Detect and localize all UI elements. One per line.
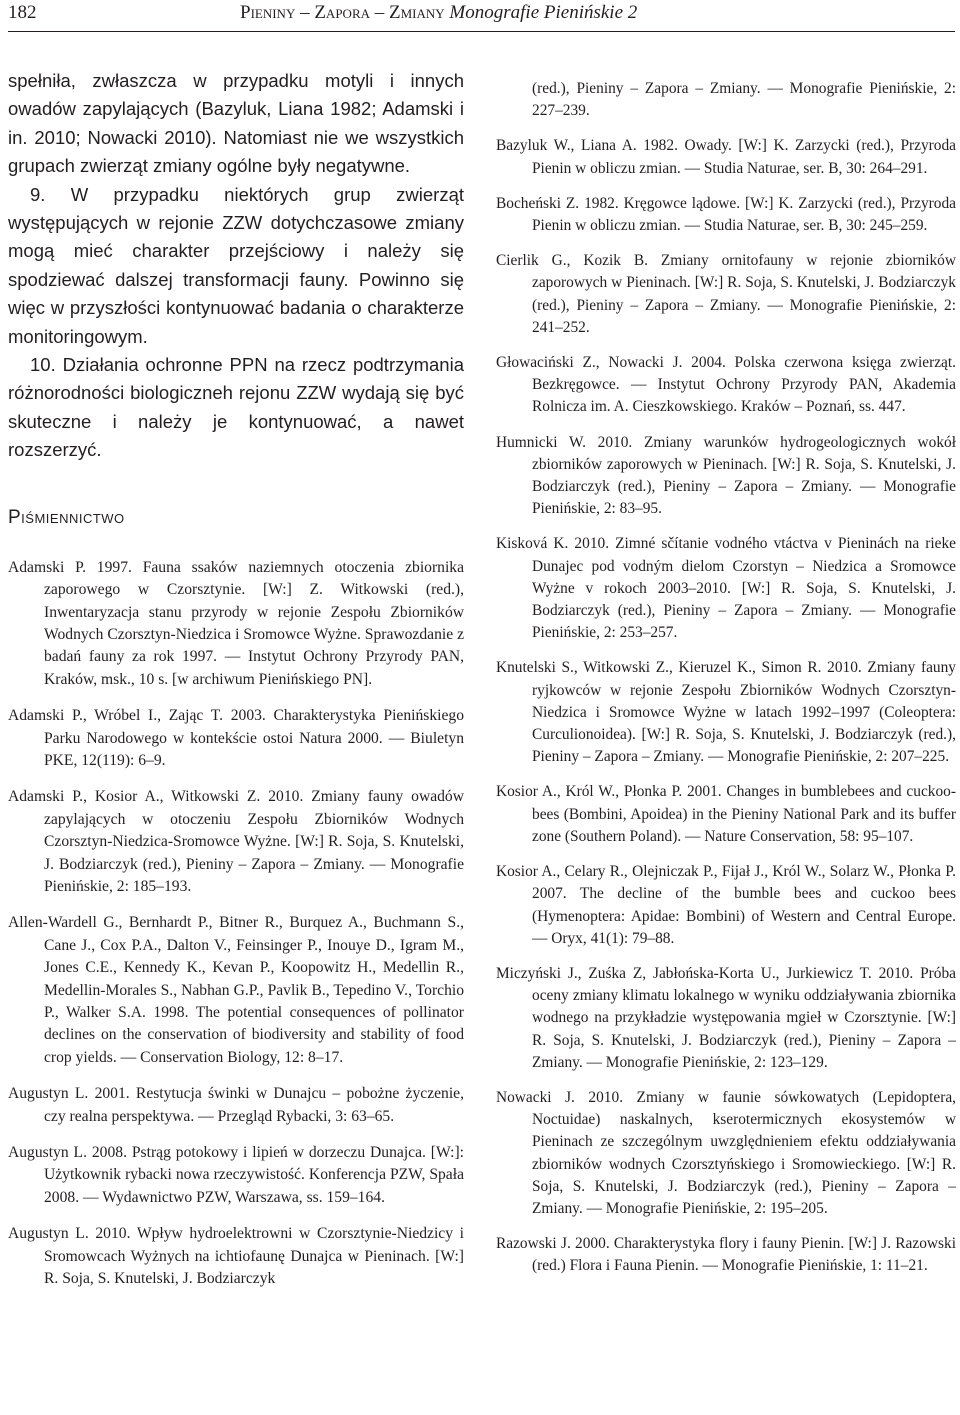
- reference-item: Kisková K. 2010. Zimné sčítanie vodného vtáctva v Pieninách na rieke Dunajec pod vodným dielom Czorstyn – Niedzica a Sromowce Wyżne v rokoch 2003–2010. [W:] R. Soja, S. Knutelski, J. Bodziarczyk (red.), Pieniny – Zapora – Zmiany. — Monografie Pienińskie, 2: 253–257.: [496, 535, 956, 642]
- reference-item: Augustyn L. 2001. Restytucja świnki w Dunajcu – pobożne życzenie, czy realna perspektywa. — Przegląd Rybacki, 3: 63–65.: [8, 1085, 464, 1125]
- reference-item: Augustyn L. 2010. Wpływ hydroelektrowni w Czorsztynie-Niedzicy i Sromowcach Wyżnych na ichtiofaunę Dunajca w Pieninach. [W:] R. Soja, S. Knutelski, J. Bodziarczyk: [8, 1225, 464, 1288]
- header-rule: [8, 31, 955, 32]
- reference-item: Nowacki J. 2010. Zmiany w faunie sówkowatych (Lepidoptera, Noctuidae) naskalnych, kserotermicznych ekosystemów w Pieninach ze szczególnym uwzględnieniem efektu oddziaływania zbiorników wodnych Czorsztyńskiego i Sromowieckiego. [W:] R. Soja, S. Knutelski, J. Bodziarczyk (red.), Pieniny – Zapora – Zmiany. — Monografie Pienińskie, 2: 195–205.: [496, 1088, 956, 1217]
- reference-item: Miczyński J., Zuśka Z, Jabłońska-Korta U., Jurkiewicz T. 2010. Próba oceny zmiany klimatu lokalnego w wyniku oddziaływania zbiornika wodnego na przykładzie występowania mgieł w Czorsztynie. [W:] R. Soja, S. Knutelski, J. Bodziarczyk (red.), Pieniny – Zapora – Zmiany. — Monografie Pienińskie, 2: 123–129.: [496, 964, 956, 1071]
- reference-item: Kosior A., Celary R., Olejniczak P., Fijał J., Król W., Solarz W., Płonka P. 2007. The decline of the bumble bees and cuckoo bees (Hymenoptera: Apidae: Bombini) of Western and Central Europe. — Oryx, 41(1): 79–88.: [496, 863, 956, 947]
- reference-item: Humnicki W. 2010. Zmiany warunków hydrogeologicznych wokół zbiorników zaporowych w Pieninach. [W:] R. Soja, S. Knutelski, J. Bodziarczyk (red.), Pieniny – Zapora – Zmiany. — Monografie Pienińskie, 2: 83–95.: [496, 433, 956, 518]
- reference-item: Cierlik G., Kozik B. Zmiany ornitofauny w rejonie zbiorników zaporowych w Pieninach. [W:] R. Soja, S. Knutelski, J. Bodziarczyk (red.), Pieniny – Zapora – Zmiany. — Monografie Pienińskie, 2: 241–252.: [496, 252, 956, 336]
- left-column: [8, 67, 464, 1304]
- reference-item: Knutelski S., Witkowski Z., Kieruzel K., Simon R. 2010. Zmiany fauny ryjkowców w rejonie Zespołu Zbiorników Wodnych Czorsztyn-Niedzica i Sromowce Wyżne w latach 1992–1997 (Coleoptera: Curculionoidea). [W:] R. Soja, S. Knutelski, J. Bodziarczyk (red.), Pieniny – Zapora – Zmiany. — Monografie Pienińskie, 2: 207–225.: [496, 659, 956, 766]
- page-number: 182: [8, 2, 37, 23]
- reference-item: Razowski J. 2000. Charakterystyka flory i fauny Pienin. [W:] J. Razowski (red.) Flora i Fauna Pienin. — Monografie Pienińskie, 1: 11–21.: [496, 1235, 956, 1275]
- reference-item: Allen-Wardell G., Bernhardt P., Bitner R., Burquez A., Buchmann S., Cane J., Cox P.A., Dalton V., Feinsinger P., Inouye D., Igram M., Jones C.E., Kennedy K., Kevan P., Koopowitz H., Medellin R., Medellin-Morales S., Nabhan G.P., Pavlik B., Tepedino V., Torchio P., Walker S.A. 1998. The potential consequences of pollinator declines on the conservation of biodiversity and stability of food crop yields. — Conservation Biology, 12: 8–17.: [8, 914, 464, 1066]
- right-column: [496, 78, 956, 1291]
- references-list-left: [8, 557, 464, 1291]
- reference-item: Głowaciński Z., Nowacki J. 2004. Polska czerwona księga zwierząt. Bezkręgowce. — Instytut Ochrony Przyrody PAN, Akademia Rolnicza im. A. Cieszkowskiego. Kraków – Poznań, ss. 447.: [496, 354, 956, 416]
- reference-item: Adamski P. 1997. Fauna ssaków naziemnych otoczenia zbiornika zaporowego w Czorsztynie. [W:] Z. Witkowski (red.), Inwentaryzacja stanu przyrody w rejonie Zespołu Zbiorników Wodnych Czorsztyn-Niedzica i Sromowce Wyżne. Sprawozdanie z badań fauny za rok 1997. — Instytut Ochrony Przyrody PAN, Kraków, msk., 10 s. [w archiwum Pienińskiego PN].: [8, 558, 464, 688]
- references-list-right: [496, 78, 956, 1278]
- running-title: [240, 2, 637, 24]
- reference-item: Bocheński Z. 1982. Kręgowce lądowe. [W:] K. Zarzycki (red.), Przyroda Pienin w obliczu zmian. — Studia Naturae, ser. B, 30: 245–259.: [496, 194, 956, 235]
- reference-item: Adamski P., Kosior A., Witkowski Z. 2010. Zmiany fauny owadów zapylających w otoczeniu Zespołu Zbiorników Wodnych Czorsztyn-Niedzica-Sromowce Wyżne. [W:] R. Soja, S. Knutelski, J. Bodziarczyk (red.), Pieniny – Zapora – Zmiany. — Monografie Pienińskie, 2: 185–193.: [8, 788, 464, 895]
- journal-title: Pieniny – Zapora – Zmiany: [240, 2, 445, 23]
- paragraph-continued: spełniła, zwłaszcza w przypadku motyli i innych owadów zapylających (Bazyluk, Liana 1982; Adamski i in. 2010; Nowacki 2010). Natomiast nie we wszystkich grupach zwierząt zmiany ogólne były negatywne.: [8, 70, 464, 177]
- reference-item: Augustyn L. 2008. Pstrąg potokowy i lipień w dorzeczu Dunajca. [W:]: Użytkownik rybacki nowa rzeczywistość. Konferencja PZW, Spała 2008. — Wydawnictwo PZW, Warszawa, ss. 159–164.: [8, 1144, 464, 1206]
- series-title: Monografie Pienińskie 2: [449, 2, 638, 23]
- reference-continuation: (red.), Pieniny – Zapora – Zmiany. — Monografie Pienińskie, 2: 227–239.: [532, 80, 956, 120]
- running-header: [8, 0, 952, 24]
- reference-item: Bazyluk W., Liana A. 1982. Owady. [W:] K. Zarzycki (red.), Przyroda Pienin w obliczu zmian. — Studia Naturae, ser. B, 30: 264–291.: [496, 137, 956, 177]
- reference-item: Kosior A., Król W., Płonka P. 2001. Changes in bumblebees and cuckoo-bees (Bombini, Apoidea) in the Pieniny National Park and its buffer zone (Southern Poland). — Nature Conservation, 58: 95–107.: [496, 783, 956, 845]
- reference-item: Adamski P., Wróbel I., Zając T. 2003. Charakterystyka Pienińskiego Parku Narodowego w kontekście ostoi Natura 2000. — Biuletyn PKE, 12(119): 6–9.: [8, 707, 464, 769]
- paragraph-point-9: 9. W przypadku niektórych grup zwierząt występujących w rejonie ZZW dotychczasowe zmiany mogą mieć charakter przejściowy i należy się spodziewać dalszej transformacji fauny. Powinno się więc w przyszłości kontynuować badania o charakterze monitoringowym.: [8, 183, 464, 347]
- conclusions-text: [8, 67, 464, 465]
- paragraph-point-10: 10. Działania ochronne PPN na rzecz podtrzymania różnorodności biologiczneh rejonu ZZW wydają się być skuteczne i należy je kontynuować, a nawet rozszerzyć.: [8, 354, 464, 461]
- references-heading: Piśmiennictwo: [8, 506, 125, 528]
